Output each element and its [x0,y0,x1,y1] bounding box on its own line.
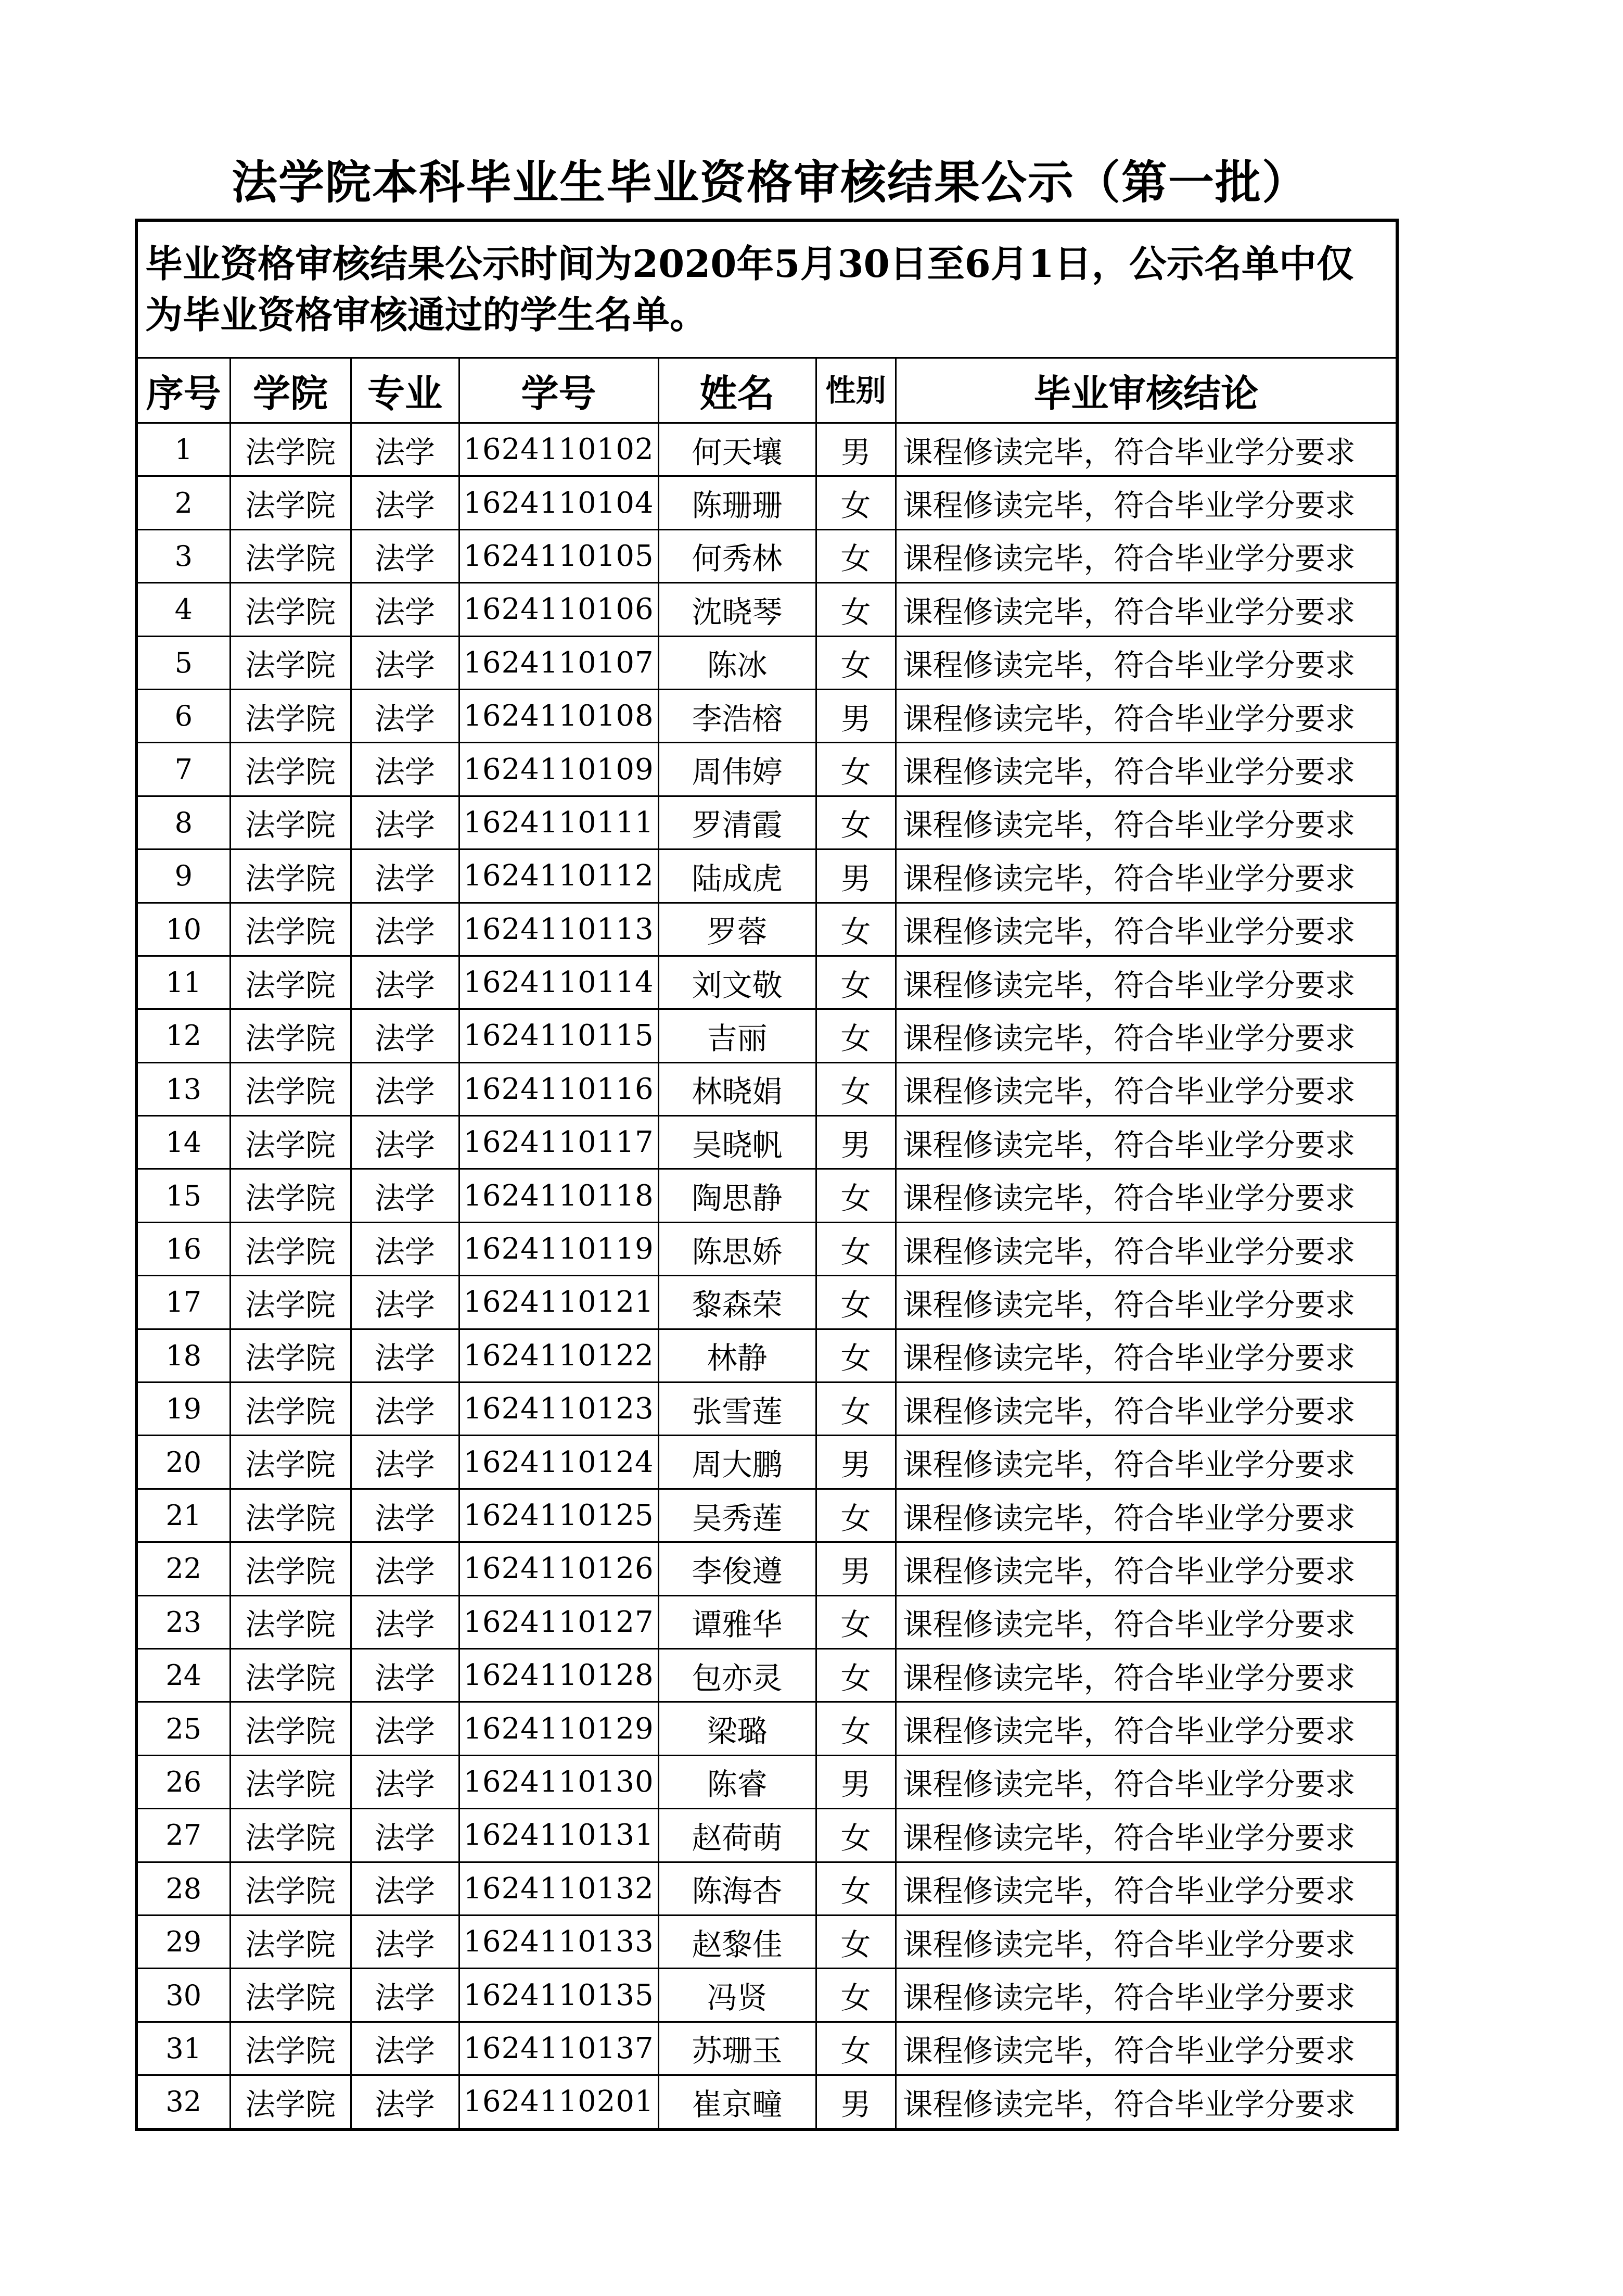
row-name: 苏珊玉 [658,2022,816,2075]
row-conclusion: 课程修读完毕，符合毕业学分要求 [896,1915,1397,1968]
row-name: 陈思娇 [658,1222,816,1275]
row-student-id: 1624110115 [459,1009,658,1062]
row-conclusion: 课程修读完毕，符合毕业学分要求 [896,1809,1397,1862]
row-number: 29 [136,1915,230,1968]
row-student-id: 1624110114 [459,956,658,1009]
row-major: 法学 [351,796,459,849]
row-major: 法学 [351,743,459,796]
row-conclusion: 课程修读完毕，符合毕业学分要求 [896,956,1397,1009]
row-college: 法学院 [230,1116,351,1169]
row-gender: 女 [816,1809,896,1862]
row-name: 林静 [658,1329,816,1382]
row-conclusion: 课程修读完毕，符合毕业学分要求 [896,1862,1397,1915]
table-row [136,1222,1397,1275]
row-conclusion: 课程修读完毕，符合毕业学分要求 [896,1169,1397,1222]
row-college: 法学院 [230,1862,351,1915]
table-row [136,636,1397,689]
row-student-id: 1624110121 [459,1276,658,1329]
row-gender: 女 [816,1595,896,1648]
row-college: 法学院 [230,1169,351,1222]
row-student-id: 1624110111 [459,796,658,849]
row-number: 13 [136,1062,230,1115]
row-student-id: 1624110131 [459,1809,658,1862]
row-number: 32 [136,2075,230,2129]
row-college: 法学院 [230,689,351,742]
row-conclusion: 课程修读完毕，符合毕业学分要求 [896,2075,1397,2129]
table-row [136,743,1397,796]
row-name: 包亦灵 [658,1648,816,1702]
row-conclusion: 课程修读完毕，符合毕业学分要求 [896,1702,1397,1755]
row-gender: 男 [816,1755,896,1808]
row-college: 法学院 [230,636,351,689]
row-student-id: 1624110117 [459,1116,658,1169]
row-name: 赵荷萌 [658,1809,816,1862]
row-gender: 女 [816,1915,896,1968]
row-number: 8 [136,796,230,849]
row-major: 法学 [351,529,459,582]
row-college: 法学院 [230,956,351,1009]
row-student-id: 1624110108 [459,689,658,742]
row-student-id: 1624110105 [459,529,658,582]
row-college: 法学院 [230,1329,351,1382]
row-gender: 男 [816,1116,896,1169]
table-row [136,1702,1397,1755]
table-row [136,1542,1397,1595]
row-number: 7 [136,743,230,796]
row-gender: 女 [816,583,896,636]
row-college: 法学院 [230,1809,351,1862]
row-name: 罗清霞 [658,796,816,849]
row-number: 26 [136,1755,230,1808]
row-college: 法学院 [230,1595,351,1648]
row-gender: 女 [816,1702,896,1755]
row-name: 黎森荣 [658,1276,816,1329]
row-conclusion: 课程修读完毕，符合毕业学分要求 [896,1276,1397,1329]
row-name: 罗蓉 [658,903,816,956]
row-gender: 男 [816,2075,896,2129]
row-major: 法学 [351,1436,459,1489]
row-name: 梁璐 [658,1702,816,1755]
row-college: 法学院 [230,1489,351,1542]
table-row [136,1276,1397,1329]
table-row [136,1915,1397,1968]
table-row [136,796,1397,849]
row-gender: 女 [816,743,896,796]
row-gender: 女 [816,1329,896,1382]
row-number: 21 [136,1489,230,1542]
row-gender: 男 [816,423,896,476]
column-header-major: 专业 [351,358,459,423]
row-conclusion: 课程修读完毕，符合毕业学分要求 [896,1648,1397,1702]
row-conclusion: 课程修读完毕，符合毕业学分要求 [896,583,1397,636]
table-row [136,1809,1397,1862]
row-major: 法学 [351,1862,459,1915]
row-student-id: 1624110127 [459,1595,658,1648]
row-college: 法学院 [230,1648,351,1702]
row-name: 何秀林 [658,529,816,582]
row-major: 法学 [351,1809,459,1862]
row-conclusion: 课程修读完毕，符合毕业学分要求 [896,1222,1397,1275]
row-college: 法学院 [230,2075,351,2129]
row-student-id: 1624110122 [459,1329,658,1382]
row-name: 陆成虎 [658,849,816,903]
row-college: 法学院 [230,1915,351,1968]
row-major: 法学 [351,1382,459,1436]
row-name: 沈晓琴 [658,583,816,636]
table-row [136,1755,1397,1808]
row-conclusion: 课程修读完毕，符合毕业学分要求 [896,1595,1397,1648]
row-major: 法学 [351,1329,459,1382]
row-gender: 女 [816,903,896,956]
row-gender: 女 [816,1169,896,1222]
row-name: 陈海杏 [658,1862,816,1915]
page-title: 法学院本科毕业生毕业资格审核结果公示（第一批） [231,155,1309,209]
row-number: 15 [136,1169,230,1222]
row-gender: 女 [816,2022,896,2075]
row-major: 法学 [351,956,459,1009]
row-major: 法学 [351,1542,459,1595]
row-major: 法学 [351,1702,459,1755]
row-student-id: 1624110132 [459,1862,658,1915]
row-name: 吴秀莲 [658,1489,816,1542]
row-gender: 女 [816,1489,896,1542]
row-conclusion: 课程修读完毕，符合毕业学分要求 [896,1542,1397,1595]
row-conclusion: 课程修读完毕，符合毕业学分要求 [896,849,1397,903]
row-gender: 女 [816,476,896,529]
row-major: 法学 [351,1276,459,1329]
row-student-id: 1624110102 [459,423,658,476]
row-gender: 女 [816,1009,896,1062]
row-number: 25 [136,1702,230,1755]
row-college: 法学院 [230,743,351,796]
row-name: 崔京疃 [658,2075,816,2129]
row-conclusion: 课程修读完毕，符合毕业学分要求 [896,1329,1397,1382]
row-gender: 女 [816,1382,896,1436]
row-gender: 女 [816,1062,896,1115]
row-major: 法学 [351,1062,459,1115]
row-number: 9 [136,849,230,903]
row-name: 赵黎佳 [658,1915,816,1968]
table-row [136,1648,1397,1702]
row-college: 法学院 [230,1969,351,2022]
table-row [136,1862,1397,1915]
row-student-id: 1624110130 [459,1755,658,1808]
row-student-id: 1624110104 [459,476,658,529]
row-student-id: 1624110125 [459,1489,658,1542]
row-college: 法学院 [230,1382,351,1436]
row-number: 12 [136,1009,230,1062]
table-row [136,2022,1397,2075]
row-college: 法学院 [230,1276,351,1329]
row-name: 陈冰 [658,636,816,689]
row-name: 何天壤 [658,423,816,476]
table-row [136,423,1397,476]
notice-row [136,220,1397,358]
row-number: 3 [136,529,230,582]
row-major: 法学 [351,423,459,476]
row-gender: 女 [816,1222,896,1275]
row-conclusion: 课程修读完毕，符合毕业学分要求 [896,423,1397,476]
row-number: 10 [136,903,230,956]
row-gender: 女 [816,1862,896,1915]
table-row [136,1062,1397,1115]
row-college: 法学院 [230,583,351,636]
row-college: 法学院 [230,1542,351,1595]
row-name: 陈睿 [658,1755,816,1808]
row-gender: 男 [816,689,896,742]
row-student-id: 1624110118 [459,1169,658,1222]
row-number: 11 [136,956,230,1009]
row-number: 27 [136,1809,230,1862]
row-student-id: 1624110107 [459,636,658,689]
row-major: 法学 [351,1489,459,1542]
row-major: 法学 [351,903,459,956]
table-row [136,1595,1397,1648]
row-major: 法学 [351,2022,459,2075]
row-name: 吴晓帆 [658,1116,816,1169]
notice-text: 毕业资格审核结果公示时间为2020年5月30日至6月1日，公示名单中仅为毕业资格审核通过的学生名单。 [136,220,1397,358]
row-student-id: 1624110116 [459,1062,658,1115]
row-number: 22 [136,1542,230,1595]
row-conclusion: 课程修读完毕，符合毕业学分要求 [896,1969,1397,2022]
graduation-results-table [135,219,1399,2131]
table-row [136,956,1397,1009]
row-college: 法学院 [230,1436,351,1489]
row-conclusion: 课程修读完毕，符合毕业学分要求 [896,689,1397,742]
row-conclusion: 课程修读完毕，符合毕业学分要求 [896,529,1397,582]
table-row [136,1436,1397,1489]
row-number: 5 [136,636,230,689]
row-major: 法学 [351,1222,459,1275]
row-gender: 女 [816,636,896,689]
row-gender: 女 [816,1648,896,1702]
table-row [136,1116,1397,1169]
row-gender: 女 [816,956,896,1009]
row-gender: 男 [816,849,896,903]
row-gender: 女 [816,796,896,849]
column-header-student-id: 学号 [459,358,658,423]
row-college: 法学院 [230,476,351,529]
table-row [136,476,1397,529]
table-header-row [136,358,1397,423]
row-college: 法学院 [230,849,351,903]
row-number: 17 [136,1276,230,1329]
row-number: 4 [136,583,230,636]
row-number: 2 [136,476,230,529]
row-student-id: 1624110106 [459,583,658,636]
row-gender: 女 [816,1276,896,1329]
table-row [136,1009,1397,1062]
row-student-id: 1624110137 [459,2022,658,2075]
row-college: 法学院 [230,423,351,476]
row-student-id: 1624110123 [459,1382,658,1436]
table-row [136,903,1397,956]
row-student-id: 1624110113 [459,903,658,956]
table-row [136,1382,1397,1436]
row-major: 法学 [351,1009,459,1062]
row-student-id: 1624110201 [459,2075,658,2129]
row-major: 法学 [351,1595,459,1648]
row-conclusion: 课程修读完毕，符合毕业学分要求 [896,1009,1397,1062]
row-major: 法学 [351,1969,459,2022]
row-major: 法学 [351,2075,459,2129]
column-header-conclusion: 毕业审核结论 [896,358,1397,423]
table-row [136,1489,1397,1542]
table-row [136,1169,1397,1222]
row-student-id: 1624110124 [459,1436,658,1489]
row-college: 法学院 [230,1702,351,1755]
row-major: 法学 [351,636,459,689]
row-gender: 男 [816,1436,896,1489]
table-row [136,583,1397,636]
row-student-id: 1624110135 [459,1969,658,2022]
table-row [136,2075,1397,2129]
row-number: 19 [136,1382,230,1436]
row-name: 陶思静 [658,1169,816,1222]
row-student-id: 1624110128 [459,1648,658,1702]
row-conclusion: 课程修读完毕，符合毕业学分要求 [896,1436,1397,1489]
row-name: 李俊遵 [658,1542,816,1595]
row-number: 24 [136,1648,230,1702]
row-conclusion: 课程修读完毕，符合毕业学分要求 [896,1755,1397,1808]
row-college: 法学院 [230,903,351,956]
row-number: 28 [136,1862,230,1915]
row-conclusion: 课程修读完毕，符合毕业学分要求 [896,743,1397,796]
row-major: 法学 [351,849,459,903]
column-header-no: 序号 [136,358,230,423]
row-college: 法学院 [230,529,351,582]
row-major: 法学 [351,1169,459,1222]
row-name: 吉丽 [658,1009,816,1062]
row-student-id: 1624110109 [459,743,658,796]
row-gender: 女 [816,529,896,582]
column-header-gender: 性别 [816,358,896,423]
row-college: 法学院 [230,796,351,849]
row-major: 法学 [351,1116,459,1169]
row-name: 刘文敬 [658,956,816,1009]
table-row [136,689,1397,742]
table-row [136,1969,1397,2022]
row-college: 法学院 [230,1062,351,1115]
row-conclusion: 课程修读完毕，符合毕业学分要求 [896,476,1397,529]
row-name: 林晓娟 [658,1062,816,1115]
row-name: 冯贤 [658,1969,816,2022]
row-number: 20 [136,1436,230,1489]
row-college: 法学院 [230,2022,351,2075]
row-name: 李浩榕 [658,689,816,742]
row-college: 法学院 [230,1755,351,1808]
row-name: 周大鹏 [658,1436,816,1489]
row-number: 14 [136,1116,230,1169]
table-row [136,529,1397,582]
row-name: 周伟婷 [658,743,816,796]
row-conclusion: 课程修读完毕，符合毕业学分要求 [896,796,1397,849]
row-name: 张雪莲 [658,1382,816,1436]
row-conclusion: 课程修读完毕，符合毕业学分要求 [896,1116,1397,1169]
row-number: 30 [136,1969,230,2022]
row-conclusion: 课程修读完毕，符合毕业学分要求 [896,1062,1397,1115]
row-student-id: 1624110119 [459,1222,658,1275]
row-number: 16 [136,1222,230,1275]
row-number: 23 [136,1595,230,1648]
row-major: 法学 [351,476,459,529]
row-conclusion: 课程修读完毕，符合毕业学分要求 [896,636,1397,689]
row-name: 谭雅华 [658,1595,816,1648]
row-gender: 女 [816,1969,896,2022]
row-conclusion: 课程修读完毕，符合毕业学分要求 [896,1382,1397,1436]
row-college: 法学院 [230,1009,351,1062]
row-major: 法学 [351,583,459,636]
row-college: 法学院 [230,1222,351,1275]
table-row [136,1329,1397,1382]
row-gender: 男 [816,1542,896,1595]
row-number: 18 [136,1329,230,1382]
row-student-id: 1624110129 [459,1702,658,1755]
row-major: 法学 [351,689,459,742]
row-student-id: 1624110126 [459,1542,658,1595]
row-student-id: 1624110133 [459,1915,658,1968]
row-number: 6 [136,689,230,742]
row-conclusion: 课程修读完毕，符合毕业学分要求 [896,903,1397,956]
row-conclusion: 课程修读完毕，符合毕业学分要求 [896,2022,1397,2075]
row-conclusion: 课程修读完毕，符合毕业学分要求 [896,1489,1397,1542]
row-student-id: 1624110112 [459,849,658,903]
table-row [136,849,1397,903]
row-number: 1 [136,423,230,476]
row-name: 陈珊珊 [658,476,816,529]
row-number: 31 [136,2022,230,2075]
row-major: 法学 [351,1648,459,1702]
column-header-college: 学院 [230,358,351,423]
column-header-name: 姓名 [658,358,816,423]
row-major: 法学 [351,1915,459,1968]
row-major: 法学 [351,1755,459,1808]
